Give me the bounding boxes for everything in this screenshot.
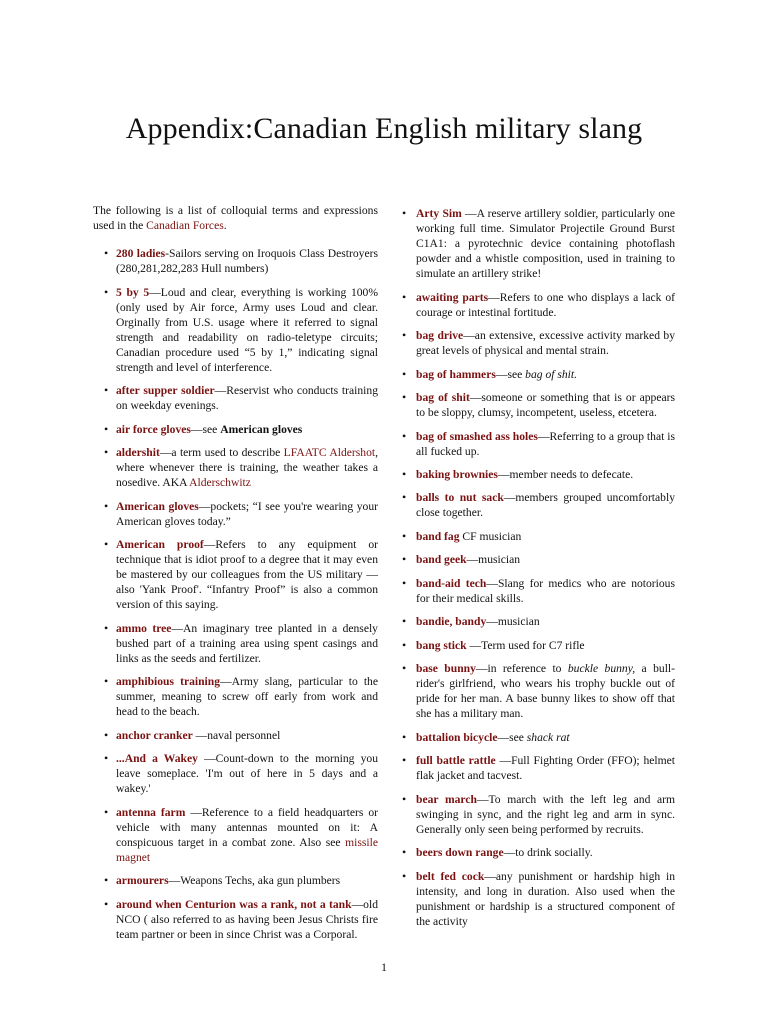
glossary-definition: —any punishment or hardship high in intensity, and long in duration. Also used when the punishment or hardship is a structured component of the activity — [416, 869, 675, 928]
glossary-definition: —Weapons Techs, aka gun plumbers — [168, 874, 341, 888]
glossary-entry — [399, 429, 675, 459]
glossary-term-link[interactable]: bag of shit — [416, 391, 470, 405]
intro-end: . — [223, 219, 227, 233]
glossary-definition: —Reservist who conducts training on weekday evenings. — [116, 384, 378, 413]
glossary-definition: —Army slang, particular to the summer, meaning to screw off early from work and head to the beach. — [116, 675, 378, 719]
glossary-term-link[interactable]: belt fed cock — [416, 869, 485, 883]
intro-text: The following is a list of colloquial terms and expressions used in the — [93, 204, 378, 233]
glossary-term-link[interactable]: armourers — [116, 874, 169, 888]
glossary-term-link[interactable]: bag drive — [416, 329, 464, 343]
glossary-definition: —see — [495, 367, 526, 381]
glossary-entry — [399, 328, 675, 358]
glossary-definition: —Term used for C7 rifle — [466, 638, 585, 652]
glossary-term-link[interactable]: Arty Sim — [416, 207, 462, 220]
glossary-definition: —Loud and clear, everything is working 100% (only used by Air force, Army uses Loud and clear. Orginally from U.S. usage where it referred to signal strength and readability on radio-teletype circuits; Canadian procedure used “5 by 1,” indicating signal strength and level of interference. — [116, 285, 378, 374]
glossary-entry — [93, 805, 378, 865]
glossary-term-link[interactable]: air force gloves — [116, 422, 191, 436]
glossary-entry — [399, 869, 675, 929]
glossary-term-link[interactable]: balls to nut sack — [416, 491, 504, 505]
glossary-entry — [399, 467, 675, 482]
glossary-definition: —Reference to a field headquarters or vehicle with many antennas mounted on it: A conspicuous target in a combat zone. Also see — [116, 805, 378, 849]
glossary-entry — [93, 285, 378, 375]
glossary-definition-cont: , where whenever there is training, the weather takes a nosedive. AKA — [116, 446, 378, 490]
glossary-definition: —Full Fighting Order (FFO); helmet flak jacket and tacvest. — [416, 754, 675, 783]
cross-reference: American gloves — [220, 422, 303, 436]
glossary-term-link[interactable]: ...And a Wakey — [116, 752, 198, 766]
glossary-term-link[interactable]: ammo tree — [116, 621, 172, 635]
glossary-entry — [93, 674, 378, 719]
glossary-entry — [399, 367, 675, 382]
cross-reference: bag of shit. — [525, 367, 578, 381]
glossary-entry — [93, 445, 378, 490]
cross-reference: shack rat — [526, 730, 570, 744]
glossary-definition: —musician — [466, 553, 521, 567]
glossary-definition: —To march with the left leg and arm swinging in sync, and the right leg and arm in sync. Generally only seen being performed by recruits. — [416, 792, 675, 836]
glossary-term-link[interactable]: antenna farm — [116, 805, 186, 819]
left-glossary-list — [93, 246, 378, 942]
glossary-entry — [399, 730, 675, 745]
glossary-entry — [399, 490, 675, 520]
glossary-term-link[interactable]: anchor cranker — [116, 728, 193, 742]
glossary-definition: —an extensive, excessive activity marked by great levels of physical and mental strain. — [416, 329, 675, 358]
glossary-term-link[interactable]: battalion bicycle — [416, 730, 498, 744]
glossary-entry — [399, 552, 675, 567]
glossary-entry — [93, 873, 378, 888]
glossary-definition: —Refers to one who displays a lack of courage or intestinal fortitude. — [416, 290, 675, 319]
glossary-term-link[interactable]: American gloves — [116, 499, 199, 513]
glossary-entry — [399, 638, 675, 653]
glossary-definition-cont: a bull-rider's girlfriend, who wears his trophy buckle out of pride for her man. A base bunny likes to show off that she has a military man. — [416, 662, 676, 721]
glossary-term-link[interactable]: American proof — [116, 538, 204, 552]
glossary-term-link[interactable]: bear march — [416, 792, 477, 806]
right-glossary-list — [399, 206, 675, 929]
glossary-definition: —musician — [486, 615, 540, 629]
glossary-definition: —pockets; “I see you're wearing your American gloves today.” — [116, 499, 378, 528]
glossary-entry — [93, 621, 378, 666]
glossary-entry — [399, 614, 675, 629]
glossary-entry — [93, 499, 378, 529]
glossary-entry — [399, 661, 675, 721]
glossary-entry — [399, 845, 675, 860]
glossary-definition: —A reserve artillery soldier, particularly one working full time. Simulator Projectile Ground Burst C1A1: a pyrotechnic device containing photoflash powder and a whistle composition, used in training to simulate an artillery strike! — [416, 207, 675, 281]
glossary-entry — [93, 422, 378, 437]
canadian-forces-link[interactable]: Canadian Forces — [146, 219, 224, 233]
glossary-definition: —members grouped uncomfortably close together. — [416, 491, 675, 520]
glossary-entry — [93, 751, 378, 796]
glossary-definition: —Referring to a group that is all fucked up. — [416, 429, 675, 458]
glossary-definition: —in reference to — [475, 662, 568, 676]
glossary-definition: —member needs to defecate. — [497, 468, 634, 481]
glossary-entry — [399, 576, 675, 606]
glossary-term-link[interactable]: bag of smashed ass holes — [416, 429, 538, 443]
glossary-entry — [399, 529, 675, 544]
glossary-term-link[interactable]: bag of hammers — [416, 367, 496, 381]
glossary-entry — [399, 290, 675, 320]
glossary-term-link[interactable]: beers down range — [416, 846, 504, 860]
glossary-term-link[interactable]: band geek — [416, 553, 467, 567]
glossary-term-link[interactable]: 280 ladies — [116, 247, 166, 261]
glossary-definition: —a term used to describe — [159, 446, 284, 460]
glossary-definition: —An imaginary tree planted in a densely bushed part of a training area using spent casings and links as the seeds and fertilizer. — [116, 621, 378, 665]
inline-link[interactable]: LFAATC Aldershot — [283, 446, 376, 460]
glossary-entry — [399, 206, 675, 281]
cross-reference: buckle bunny, — [567, 662, 636, 676]
glossary-term-link[interactable]: bang stick — [416, 638, 467, 652]
glossary-definition: —see — [497, 730, 527, 744]
glossary-term-link[interactable]: awaiting parts — [416, 290, 489, 304]
inline-link[interactable]: missile magnet — [116, 835, 378, 864]
intro-paragraph — [93, 203, 378, 233]
glossary-term-link[interactable]: bandie, bandy — [416, 615, 487, 629]
glossary-definition: —old NCO ( also referred to as having been Jesus Christs fire team partner or been in since Christ was a Corporal. — [116, 897, 378, 941]
right-column — [399, 206, 675, 937]
glossary-term-link[interactable]: band-aid tech — [416, 576, 487, 590]
inline-link[interactable]: Alderschwitz — [189, 476, 251, 490]
page-title: Appendix:Canadian English military slang — [125, 112, 643, 145]
glossary-term-link[interactable]: full battle rattle — [416, 754, 496, 768]
glossary-term-link[interactable]: amphibious training — [116, 675, 221, 689]
glossary-definition: —naval personnel — [192, 728, 281, 742]
glossary-term-link[interactable]: around when Centurion was a rank, not a tank — [116, 897, 352, 911]
glossary-definition: —Count-down to the morning you leave someplace. 'I'm out of here in 5 days and a wakey.' — [116, 752, 378, 796]
glossary-definition: -Sailors serving on Iroquois Class Destroyers (280,281,282,283 Hull numbers) — [116, 247, 378, 276]
glossary-entry — [93, 537, 378, 612]
glossary-definition: —Slang for medics who are notorious for their medical skills. — [416, 576, 675, 605]
glossary-entry — [93, 728, 378, 743]
glossary-definition: —Refers to any equipment or technique that is idiot proof to a degree that it may even be mastered by our colleagues from the US military —also 'Yank Proof'. “Infantry Proof” is also a common version of this saying. — [116, 538, 378, 612]
page-number: 1 — [381, 960, 387, 974]
glossary-definition: —see — [190, 422, 221, 436]
glossary-entry — [93, 246, 378, 276]
glossary-term-link[interactable]: band fag — [416, 529, 460, 543]
glossary-entry — [399, 390, 675, 420]
glossary-term-link[interactable]: aldershit — [116, 446, 160, 460]
glossary-term-link[interactable]: baking brownies — [416, 468, 498, 481]
glossary-entry — [93, 897, 378, 942]
glossary-term-link[interactable]: after supper soldier — [116, 384, 215, 398]
glossary-term-link[interactable]: base bunny — [416, 662, 476, 676]
glossary-term-link[interactable]: 5 by 5 — [116, 285, 150, 299]
glossary-definition: —to drink socially. — [503, 846, 593, 860]
glossary-entry — [399, 792, 675, 837]
glossary-entry — [399, 753, 675, 783]
glossary-entry — [93, 383, 378, 413]
glossary-definition: —someone or something that is or appears to be sloppy, clumsy, incompetent, useless, etcetera. — [416, 391, 675, 420]
glossary-definition: CF musician — [459, 529, 522, 543]
left-column — [93, 203, 378, 950]
